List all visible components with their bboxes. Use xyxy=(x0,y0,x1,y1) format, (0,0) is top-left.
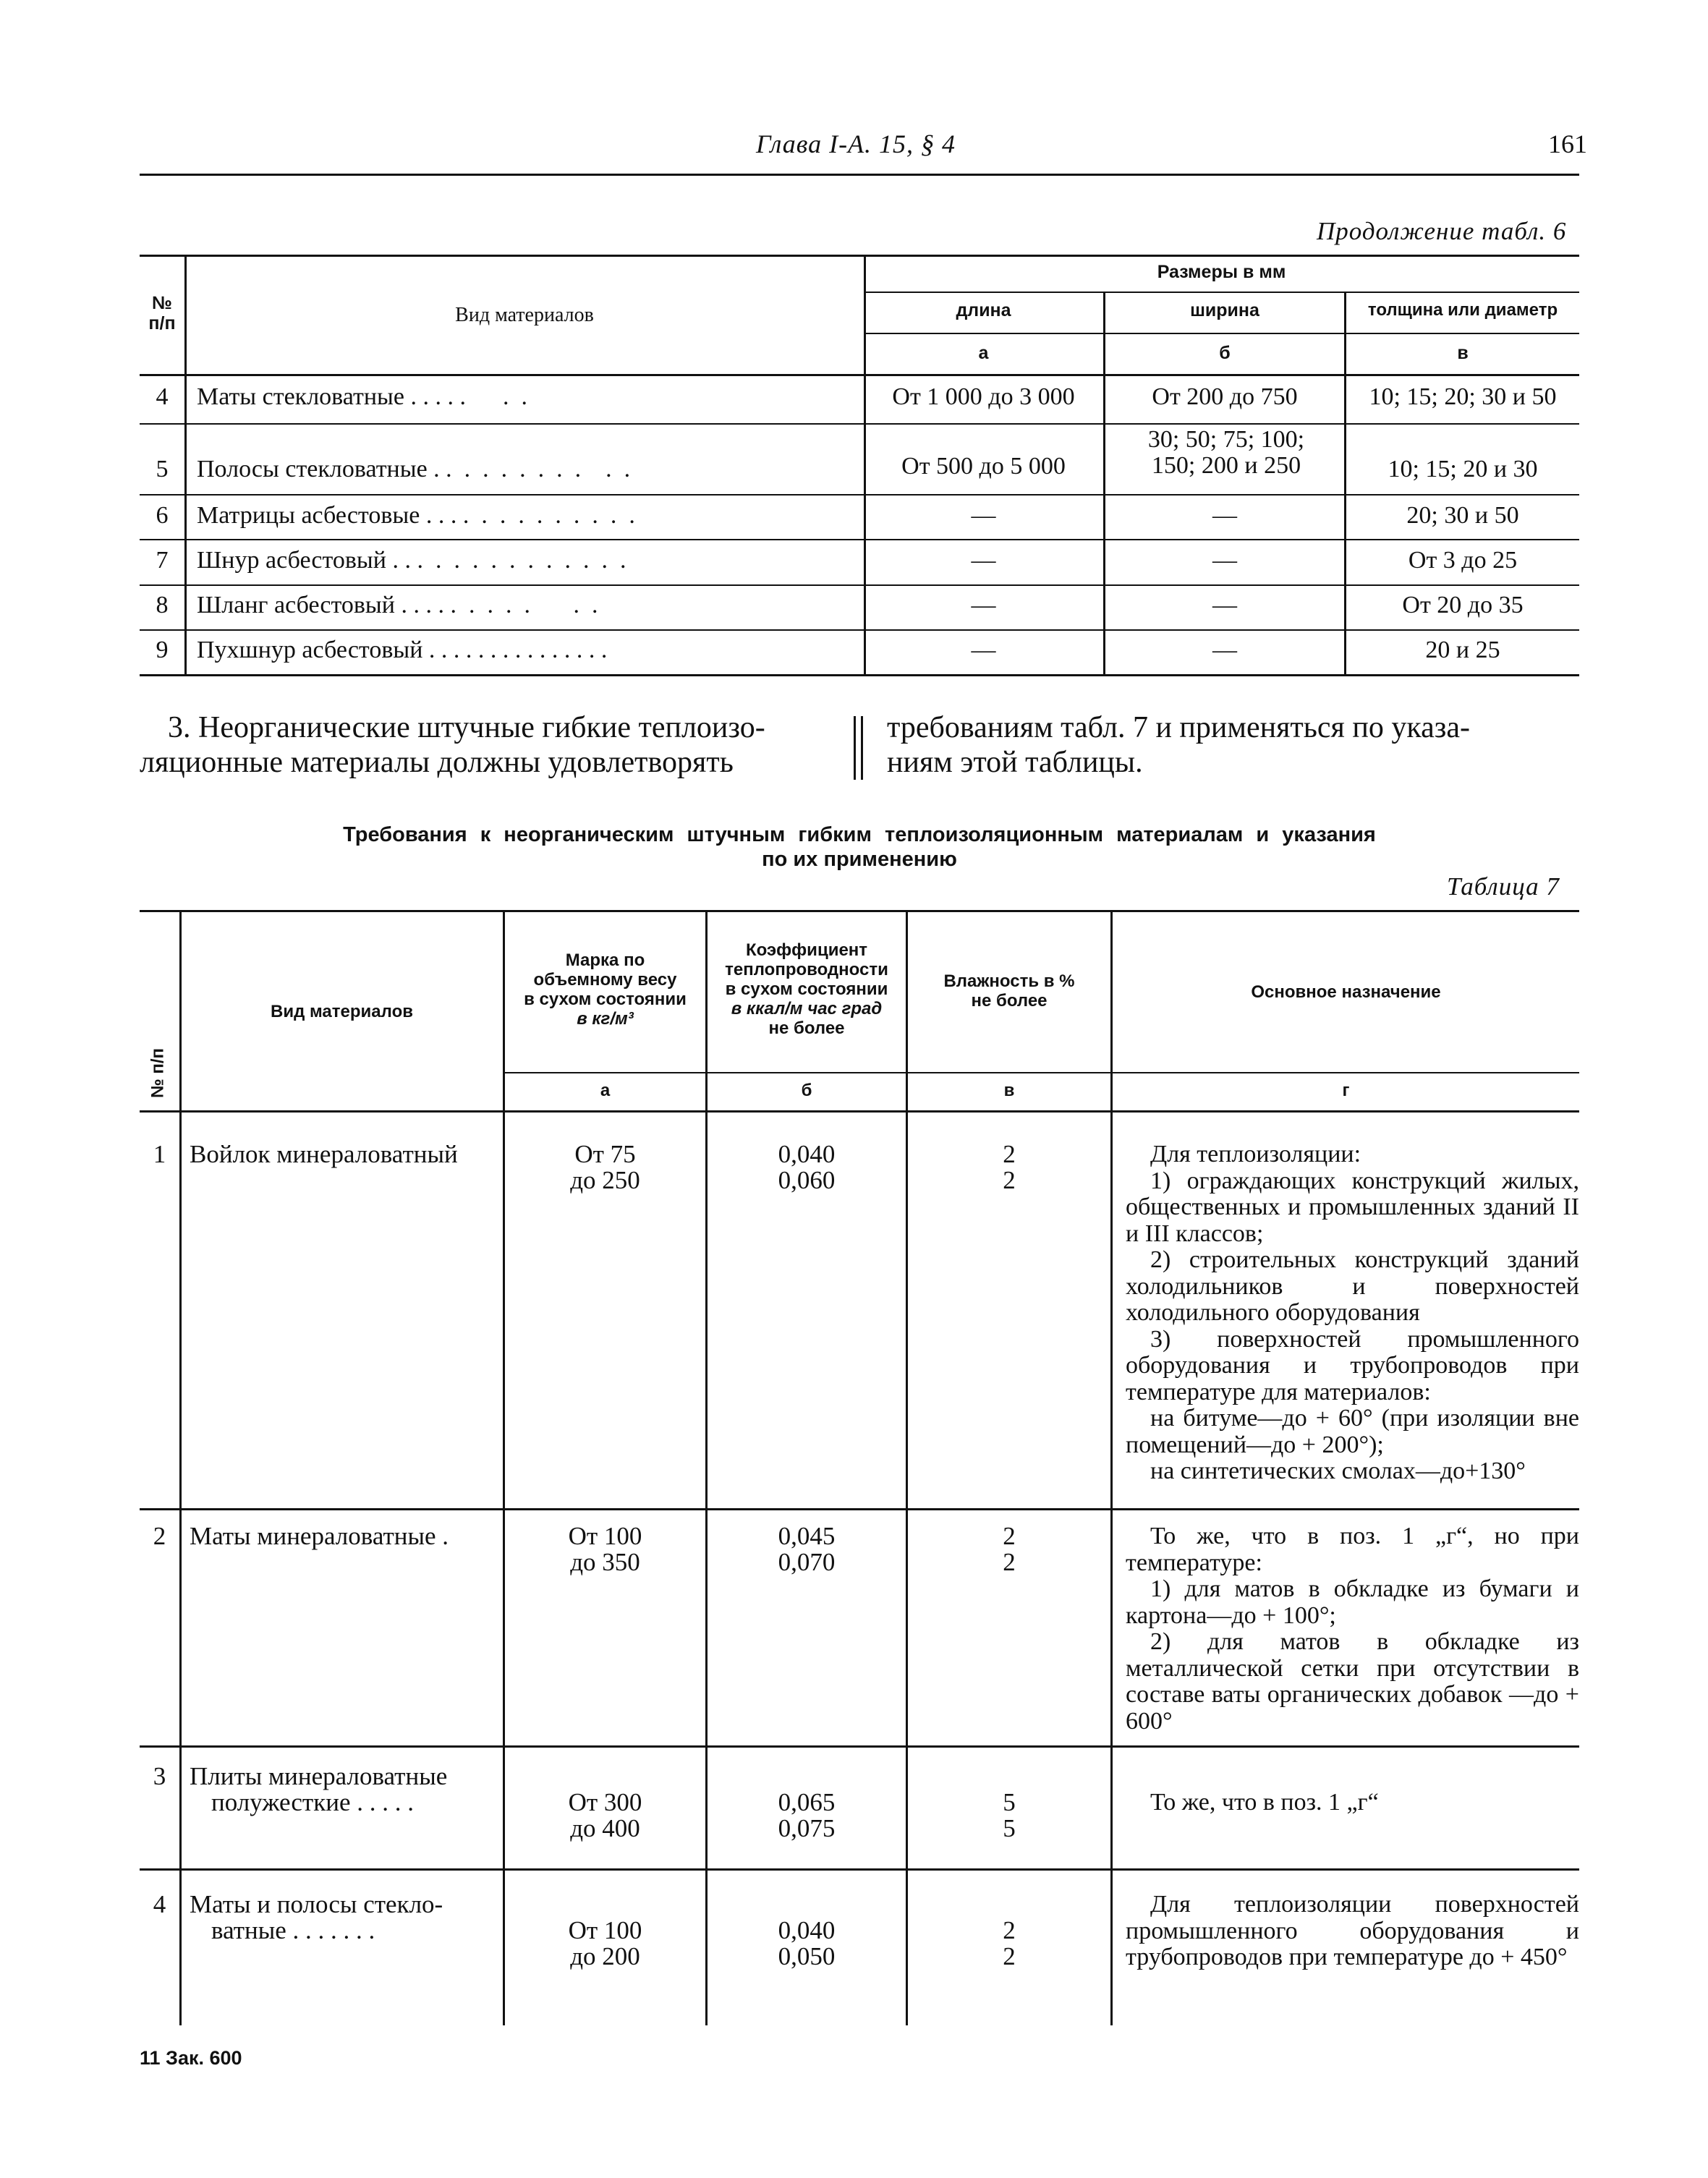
table-row: Матрицы асбестовые . . . . . . . . . . . . . xyxy=(197,502,635,529)
table-row: 4 xyxy=(153,1890,166,1918)
column-divider xyxy=(861,716,863,780)
t6-letter-a: а xyxy=(978,343,989,363)
table-row: 2 xyxy=(153,1522,166,1550)
t6-col-material: Вид материалов xyxy=(455,304,594,326)
table-row: От 100 до 350 xyxy=(568,1522,642,1576)
table-row: 0,040 0,050 xyxy=(778,1916,836,1970)
table-row: От 200 до 750 xyxy=(1152,383,1298,410)
table-row: 10; 15; 20 и 30 xyxy=(1388,456,1538,482)
table-row: 7 xyxy=(156,547,169,574)
table-row: То же, что в поз. 1 „г“ xyxy=(1150,1789,1379,1816)
table-row: Для теплоизоляции поверхностей промышленного оборудования и трубопроводов при температуре до + 450° xyxy=(1126,1891,1579,1970)
table-row: 8 xyxy=(156,592,169,618)
table-row: Шнур асбестовый . . . . . . . . . . . . . . xyxy=(197,547,626,574)
table-row: От 20 до 35 xyxy=(1402,592,1524,618)
table-row: Шланг асбестовый . . . . . . . . . . . xyxy=(197,592,598,618)
table-row: — xyxy=(1212,502,1237,529)
table-row: 0,040 0,060 xyxy=(778,1140,836,1194)
table-row: 2 2 xyxy=(1003,1140,1016,1194)
table-row: — xyxy=(1212,592,1237,618)
table-row: Плиты минераловатные полужесткие . . . . . xyxy=(190,1762,448,1816)
table-row: Маты минераловатные . xyxy=(190,1522,449,1550)
table-row: 3 xyxy=(153,1762,166,1790)
t6-col-thickness: толщина или диаметр xyxy=(1367,300,1558,320)
t6-col-num: № п/п xyxy=(148,293,176,333)
paragraph-left-line2: ляционные материалы должны удовлетворять xyxy=(140,746,734,779)
running-head: Глава I-А. 15, § 4 xyxy=(756,129,956,158)
table-row: 20 и 25 xyxy=(1425,637,1500,663)
printer-signature: 11 Зак. 600 xyxy=(140,2047,242,2069)
table-row: Войлок минераловатный xyxy=(190,1140,458,1168)
table-row: — xyxy=(1212,637,1237,663)
table6-continuation-label: Продолжение табл. 6 xyxy=(1317,217,1567,245)
table-row: От 75 до 250 xyxy=(570,1140,640,1194)
table-row: То же, что в поз. 1 „г“, но при температуре: 1) для матов в обкладке из бумаги и картона—до + 100°; 2) для матов в обкладке из металлической сетки при отсутствии в составе ваты органических добавок —до + 600° xyxy=(1126,1523,1579,1735)
t7-letter-a: а xyxy=(600,1081,611,1100)
t7-col-a: Марка по объемному весу в сухом состоянии в кг/м³ xyxy=(524,950,687,1029)
table-row: Пухшнур асбестовый . . . . . . . . . . . . . . . xyxy=(197,637,608,663)
table-row: От 500 до 5 000 xyxy=(901,453,1066,480)
t7-col-material: Вид материалов xyxy=(271,1002,413,1021)
page-number: 161 xyxy=(1548,129,1587,158)
table-row: Маты и полосы стекло- ватные . . . . . . . xyxy=(190,1890,443,1944)
table-row: — xyxy=(971,592,996,618)
table-row: 4 xyxy=(156,383,169,410)
table-row: От 100 до 200 xyxy=(568,1916,642,1970)
table-row: 6 xyxy=(156,502,169,529)
table7-title-line1: Требования к неорганическим штучным гибким теплоизоляционным материалам и указания xyxy=(343,823,1376,846)
table-row: 9 xyxy=(156,637,169,663)
table-row: 20; 30 и 50 xyxy=(1406,502,1519,529)
t7-col-g: Основное назначение xyxy=(1251,982,1441,1002)
t6-letter-v: в xyxy=(1457,343,1469,363)
table-row: Для теплоизоляции: 1) ограждающих конструкций жилых, общественных и промышленных зданий II и III классов; 2) строительных конструкций зданий холодильников и поверхностей холодильного оборудования 3) поверхностей промышленного оборудования и трубопроводов при температуре для материалов: на битуме—до + 60° (при изоляции вне помещений—до + 200°); на синтетических смолах—до+130° xyxy=(1126,1141,1579,1484)
table-row: 30; 50; 75; 100; 150; 200 и 250 xyxy=(1147,426,1305,479)
t7-col-v: Влажность в % не более xyxy=(943,971,1075,1011)
table-row: — xyxy=(1212,547,1237,574)
table-row: — xyxy=(971,637,996,663)
table-row: От 300 до 400 xyxy=(568,1788,642,1842)
header-rule xyxy=(140,174,1579,176)
paragraph-right-line1: требованиям табл. 7 и применяться по указа- xyxy=(887,711,1470,744)
t7-letter-b: б xyxy=(801,1081,812,1100)
table-row: 0,045 0,070 xyxy=(778,1522,836,1576)
column-divider xyxy=(854,716,856,780)
table7-title-line2: по их применению xyxy=(762,848,957,871)
table-row: 1 xyxy=(153,1140,166,1168)
t6-group-header: Размеры в мм xyxy=(1157,262,1286,282)
paragraph-right-line2: ниям этой таблицы. xyxy=(887,746,1143,779)
table-row: 5 xyxy=(156,456,169,482)
table-row: 5 5 xyxy=(1003,1788,1016,1842)
table-row: Маты стекловатные . . . . . . . xyxy=(197,383,527,410)
table-row: От 3 до 25 xyxy=(1408,547,1518,574)
table-row: 0,065 0,075 xyxy=(778,1788,836,1842)
table-row: 2 2 xyxy=(1003,1916,1016,1970)
t6-col-length: длина xyxy=(956,300,1011,320)
table-row: — xyxy=(971,547,996,574)
table-row: 10; 15; 20; 30 и 50 xyxy=(1369,383,1557,410)
t6-col-width: ширина xyxy=(1190,300,1259,320)
t6-letter-b: б xyxy=(1219,343,1231,363)
t7-letter-g: г xyxy=(1342,1081,1350,1100)
t7-letter-v: в xyxy=(1003,1081,1015,1100)
t7-col-num: № п/п xyxy=(148,1047,168,1099)
paragraph-left-line1: 3. Неорганические штучные гибкие теплоизо- xyxy=(168,711,765,744)
t7-col-b: Коэффициент теплопроводности в сухом состоянии в ккал/м час град не более xyxy=(725,940,888,1038)
table7-label: Таблица 7 xyxy=(1447,872,1560,901)
table-row: — xyxy=(971,502,996,529)
table-row: От 1 000 до 3 000 xyxy=(892,383,1075,410)
table-row: Полосы стекловатные . . . . . . . . . . . xyxy=(197,456,631,482)
table-row: 2 2 xyxy=(1003,1522,1016,1576)
